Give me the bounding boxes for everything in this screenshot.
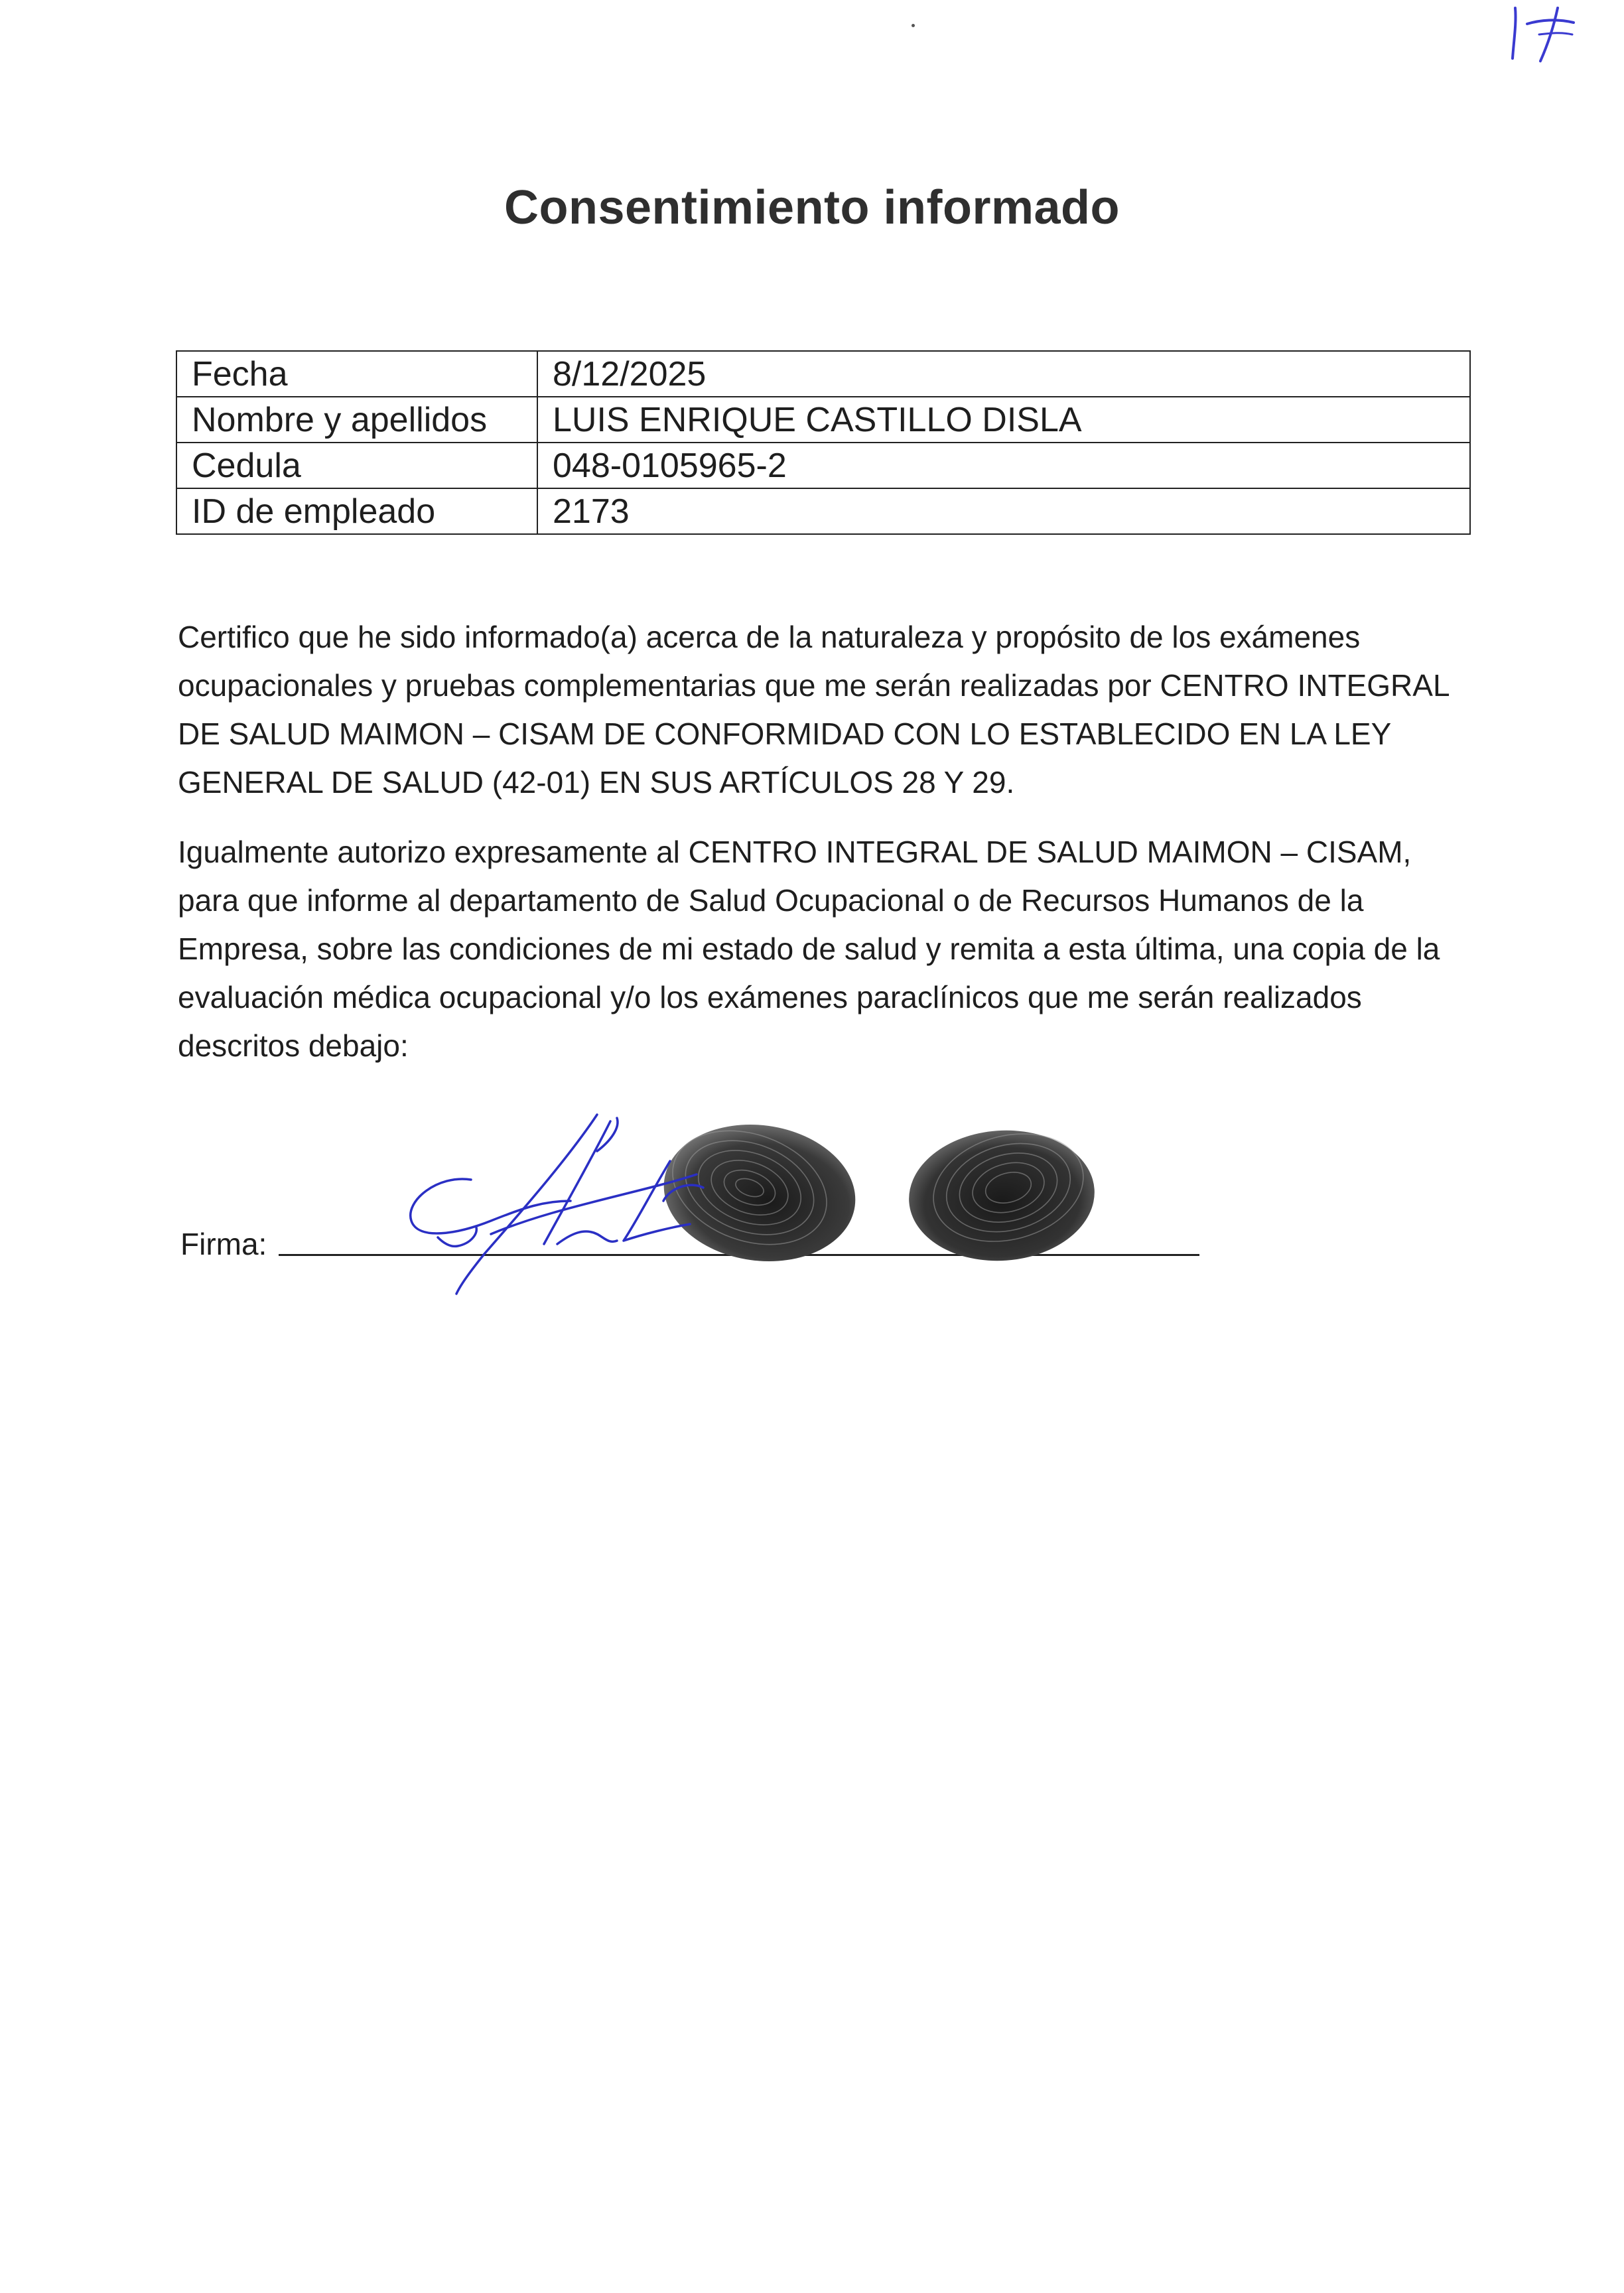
table-row [176,397,1470,443]
handwritten-signature [398,1101,796,1300]
table-value-fecha: 8/12/2025 [537,351,1470,397]
table-row [176,351,1470,397]
scan-speck [912,24,915,27]
consent-paragraph-1: Certifico que he sido informado(a) acerca de la naturaleza y propósito de los exámenes ocupacionales y pruebas complementarias que me serán realizadas por CENTRO INTEGRAL DE SALUD MAIMON – CISAM DE CONFORMIDAD CON LO ESTABLECIDO EN LA LEY GENERAL DE SALUD (42-01) EN SUS ARTÍCULOS 28 Y 29. [178,620,1449,799]
table-row [176,488,1470,534]
consent-paragraph-2: Igualmente autorizo expresamente al CENTRO INTEGRAL DE SALUD MAIMON – CISAM, para que informe al departamento de Salud Ocupacional o de Recursos Humanos de la Empresa, sobre las condiciones de mi estado de salud y remita a esta última, una copia de la evaluación médica ocupacional y/o los exámenes paraclínicos que me serán realizados descritos debajo: [178,835,1440,1063]
table-label-id: ID de empleado [176,488,537,534]
table-value-nombre: LUIS ENRIQUE CASTILLO DISLA [537,397,1470,443]
table-label-nombre: Nombre y apellidos [176,397,537,443]
employee-info-table [176,350,1471,535]
fingerprint-icon [902,1121,1101,1267]
signature-label: Firma: [180,1227,267,1261]
handwritten-page-number [1501,0,1587,73]
table-value-cedula: 048-0105965-2 [537,443,1470,488]
table-value-id: 2173 [537,488,1470,534]
table-row [176,443,1470,488]
table-label-cedula: Cedula [176,443,537,488]
table-label-fecha: Fecha [176,351,537,397]
page-title: Consentimiento informado [504,181,1120,234]
